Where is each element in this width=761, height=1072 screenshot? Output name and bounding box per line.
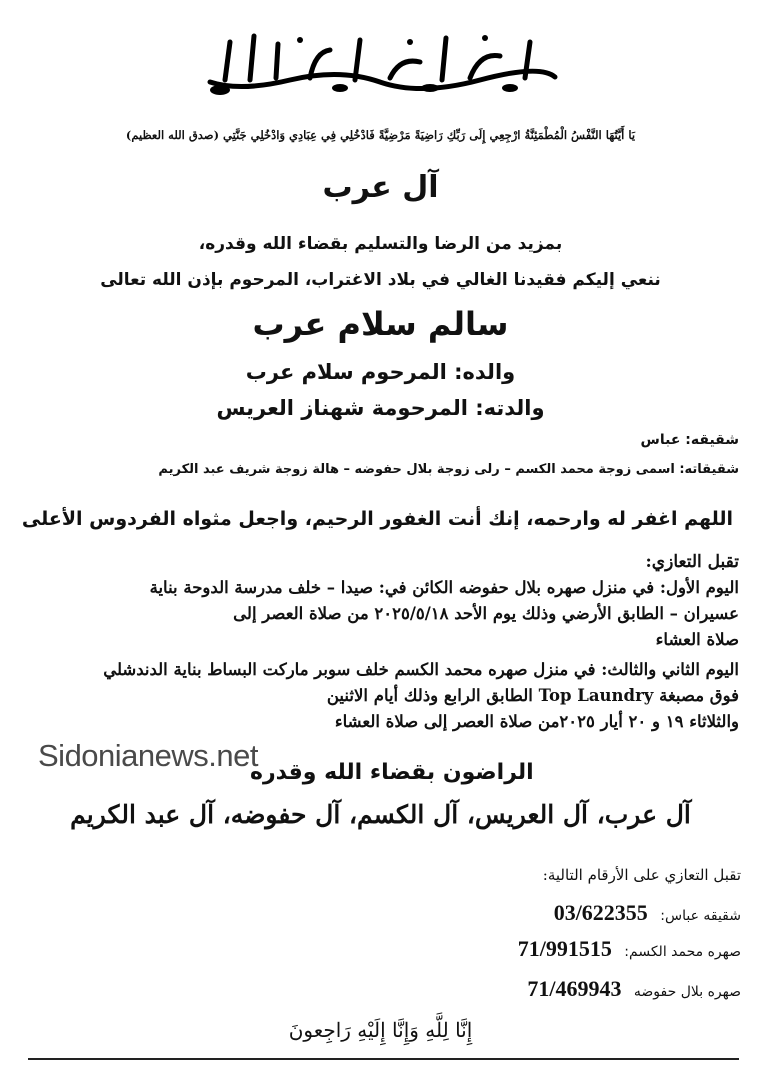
day23-line-3: والثلاثاء ١٩ و ٢٠ أيار ٢٠٢٥من صلاة العصر إلى صلاة العشاء <box>334 712 739 731</box>
deceased-name: سالم سلام عرب <box>252 305 509 343</box>
intro-line-2: ننعي إليكم فقيدنا الغالي في بلاد الاغتراب، المرحوم بإذن الله تعالى <box>100 270 661 290</box>
phone-label: شقيقه عباس: <box>660 908 741 924</box>
day1-line-2: عسيران – الطابق الأرضي وذلك يوم الأحد ٢٠٢٥/٥/١٨ من صلاة العصر إلى <box>233 604 739 623</box>
quran-verse: يَا أَيَّتُهَا النَّفْسُ الْمُطْمَئِنَّةُ ارْجِعِي إِلَى رَبِّكِ رَاضِيَةً مَرْضِيَّةً فَادْخُلِي فِي عِبَادِي وَادْخُلِي جَنَّتِي (صدق الله العظيم) <box>125 128 636 142</box>
phone-label: صهره بلال حفوضه <box>633 984 741 1000</box>
phone-number: 71/469943 <box>527 976 622 1001</box>
closing-verse: إِنَّا لِلَّهِ وَإِنَّا إِلَيْهِ رَاجِعونَ <box>288 1018 473 1042</box>
watermark: Sidonianews.net <box>38 738 258 773</box>
phone-number: 03/622355 <box>553 900 648 925</box>
mourners-line-2: آل عرب، آل العريس، آل الكسم، آل حفوضه، آل عبد الكريم <box>70 800 691 829</box>
day1-line-1: اليوم الأول: في منزل صهره بلال حفوضه الكائن في: صيدا – خلف مدرسة الدوحة بناية <box>149 578 739 597</box>
phones-heading: تقبل التعازي على الأرقام التالية: <box>542 866 741 884</box>
phone-row <box>527 976 741 1002</box>
calligraphy-logo <box>180 22 580 100</box>
phone-row <box>518 936 741 962</box>
condolence-heading: تقبل التعازي: <box>645 552 739 572</box>
prayer-line: اللهم اغفر له وارحمه، إنك أنت الغفور الرحيم، واجعل مثواه الفردوس الأعلى <box>21 508 733 530</box>
phone-number: 71/991515 <box>517 936 612 961</box>
mourners-line-1: الراضون بقضاء الله وقدره <box>250 760 534 785</box>
family-title: آل عرب <box>322 170 439 205</box>
mother-line: والدته: المرحومة شهناز العريس <box>216 396 545 420</box>
father-line: والده: المرحوم سلام عرب <box>245 360 516 384</box>
day23-line-2: فوق مصبغة Top Laundry الطابق الرابع وذلك أيام الاثنين <box>326 686 739 705</box>
intro-line-1: بمزيد من الرضا والتسليم بقضاء الله وقدره، <box>198 234 563 254</box>
phone-row <box>554 900 741 926</box>
phone-label: صهره محمد الكسم: <box>624 944 741 960</box>
sisters-line: شقيقاته: اسمى زوجة محمد الكسم – رلى زوجة بلال حفوضه – هالة زوجة شريف عبد الكريم <box>158 462 739 477</box>
day23-line-1: اليوم الثاني والثالث: في منزل صهره محمد الكسم خلف سوبر ماركت البساط بناية الدندشلي <box>103 660 739 679</box>
bottom-divider <box>28 1058 739 1060</box>
day1-line-3: صلاة العشاء <box>655 630 739 649</box>
brother-line: شقيقه: عباس <box>640 432 739 448</box>
